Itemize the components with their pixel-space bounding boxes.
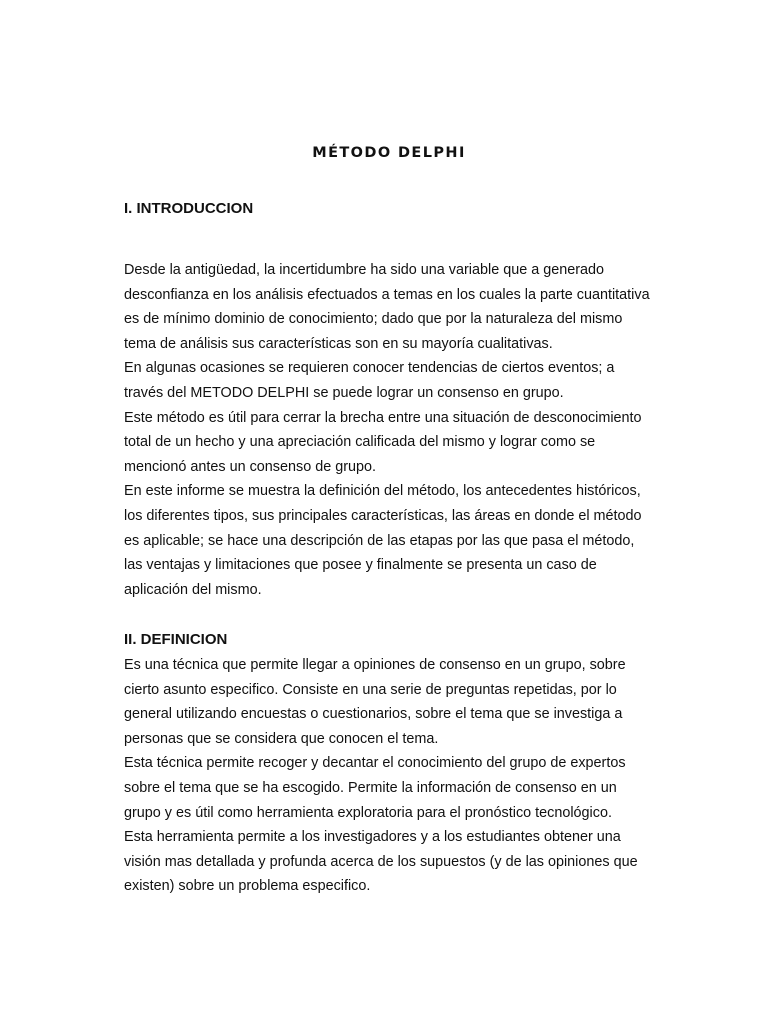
paragraph: Este método es útil para cerrar la brecha entre una situación de desconocimiento total de un hecho y una apreciación calificada del mismo y lograr como se mencionó antes un consenso de grupo. <box>124 409 642 475</box>
section-body-introduccion <box>124 258 654 602</box>
paragraph: Esta técnica permite recoger y decantar el conocimiento del grupo de expertos sobre el tema que se ha escogido. Permite la información de consenso en un grupo y es útil como herramienta exploratoria para el pronóstico tecnológico. <box>124 755 626 821</box>
paragraph: Es una técnica que permite llegar a opiniones de consenso en un grupo, sobre cierto asunto especifico. Consiste en una serie de preguntas repetidas, por lo general utilizando encuestas o cuestionarios, sobre el tema que se investiga a personas que se considera que conocen el tema. <box>124 657 626 747</box>
paragraph: En algunas ocasiones se requieren conocer tendencias de ciertos eventos; a través del METODO DELPHI se puede lograr un consenso en grupo. <box>124 360 615 401</box>
section-heading-definicion: II. DEFINICION <box>124 631 228 648</box>
paragraph: Esta herramienta permite a los investigadores y a los estudiantes obtener una visión mas detallada y profunda acerca de los supuestos (y de las opiniones que existen) sobre un problema especifico. <box>124 829 638 895</box>
paragraph: Desde la antigüedad, la incertidumbre ha sido una variable que a generado desconfianza en los análisis efectuados a temas en los cuales la parte cuantitativa es de mínimo dominio de conocimiento; dado que por la naturaleza del mismo tema de análisis sus características son en su mayoría cualitativas. <box>124 262 650 352</box>
document-title: MÉTODO DELPHI <box>312 145 466 161</box>
paragraph: En este informe se muestra la definición del método, los antecedentes históricos, los diferentes tipos, sus principales características, las áreas en donde el método es aplicable; se hace una descripción de las etapas por las que pasa el método, las ventajas y limitaciones que posee y finalmente se presenta un caso de aplicación del mismo. <box>124 483 642 598</box>
section-body-definicion <box>124 653 654 899</box>
section-heading-introduccion: I. INTRODUCCION <box>124 200 254 217</box>
